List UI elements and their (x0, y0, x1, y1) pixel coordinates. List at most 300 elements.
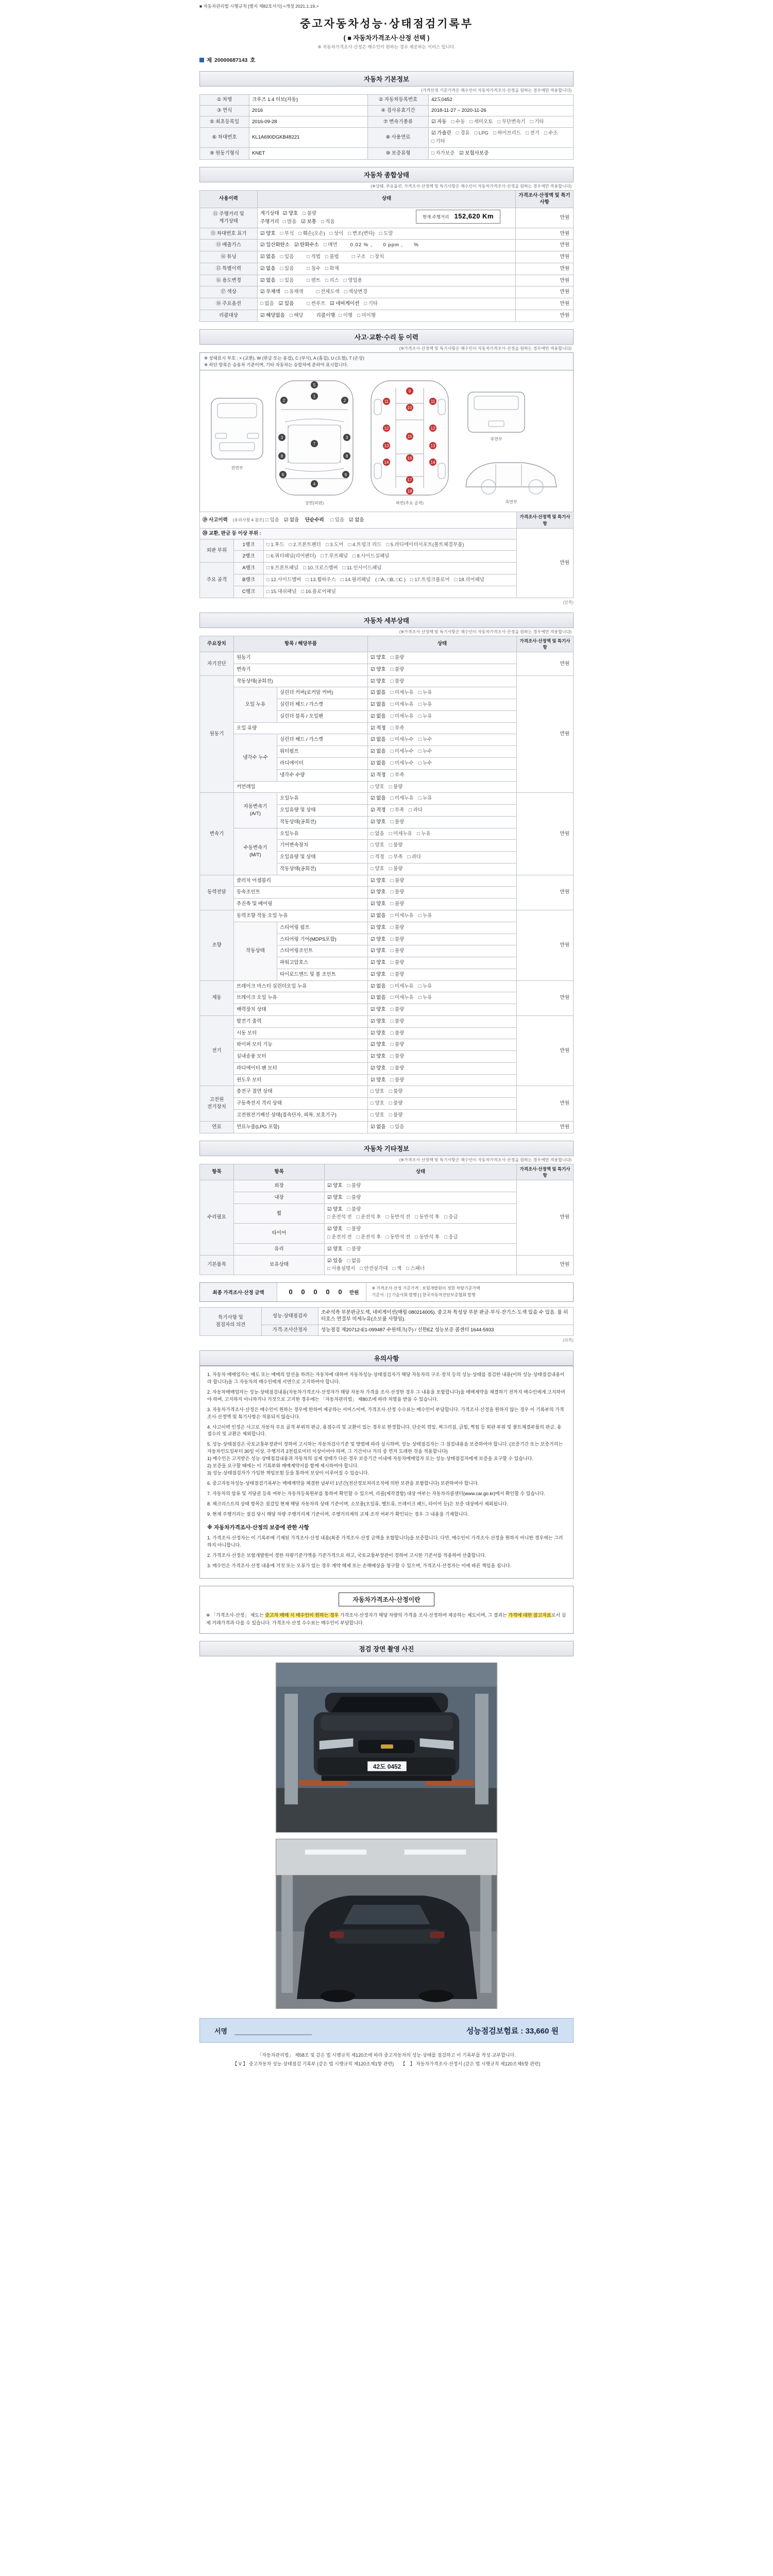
row-state (258, 310, 516, 322)
checkbox-option[interactable]: ☑ 없음 (371, 912, 386, 919)
checkbox-option[interactable]: □ 안전삼각대 (360, 1266, 388, 1272)
mileage-label: 현재 주행거리 (422, 214, 449, 220)
item-state (368, 899, 517, 910)
checkbox-option[interactable]: ☑ 양호 (327, 1183, 343, 1189)
checkbox-option[interactable]: ☑ 양호 (371, 948, 386, 954)
device-label: 연료 (200, 1121, 234, 1133)
checkbox-option[interactable]: □ 있음 (280, 277, 294, 283)
checkbox-option[interactable]: □ 동반석 후 (415, 1234, 440, 1240)
checkbox-option[interactable]: □ 불량 (390, 1042, 405, 1048)
price-cell: 만원 (517, 675, 574, 793)
checkbox-option[interactable]: □ 불량 (390, 960, 405, 966)
checkbox-option[interactable]: □ 불량 (390, 889, 405, 895)
checkbox-option[interactable]: □ 하이브리드 (493, 130, 522, 137)
checkbox-option[interactable]: □ 불량 (390, 678, 405, 684)
checkbox-option[interactable]: □ 불량 (390, 1030, 405, 1036)
checkbox-option[interactable]: □ 누수 (418, 737, 432, 743)
vehicle-damage-diagram (206, 376, 567, 511)
checkbox-option[interactable]: □ 불량 (390, 1077, 405, 1083)
checkbox-option[interactable]: □ 양호 (371, 866, 384, 872)
checkbox-option[interactable]: □ 유채색 (284, 289, 304, 295)
item-label: 외장 (234, 1180, 325, 1192)
checkbox-option[interactable]: □ 불량 (390, 948, 405, 954)
item-label: 스티어링조인트 (277, 945, 368, 957)
field-label: ① 차명 (200, 95, 249, 106)
opinion-label: 특기사항 및 점검자의 의견 (200, 1307, 262, 1335)
checkbox-option[interactable]: ☑ 양호 (371, 1077, 386, 1083)
item-state (368, 1004, 517, 1016)
item-label: 오일누유 (277, 793, 368, 805)
checkbox-option[interactable]: □ 6.쿼터패널(리어펜더) (266, 553, 316, 560)
svg-text:13: 13 (430, 444, 435, 449)
checkbox-option[interactable]: □ 적정 (371, 854, 384, 860)
checkbox-option[interactable]: □ 불량 (389, 842, 403, 849)
checkbox-option[interactable]: □ 불량 (390, 1065, 405, 1071)
checkbox-option[interactable]: □ 전체도색 (316, 289, 340, 295)
checkbox-option[interactable]: ☑ 자동 (431, 118, 447, 125)
checkbox-option[interactable]: ☑ 있음 (327, 1258, 343, 1264)
checkbox-option[interactable]: □ 누수 (418, 760, 432, 767)
price-cell: 만원 (516, 251, 574, 263)
checkbox-option[interactable]: ☑ 양호 (371, 1018, 386, 1024)
item-label: 타이어 (234, 1224, 325, 1244)
notice-item: 6. 중고자동차성능·상태점검기록부는 매매계약을 체결한 날부터 1년간(전산정보처리조직에 의한 보관을 포함합니다) 보관하여야 합니다. (207, 1481, 479, 1486)
checkbox-option[interactable]: □ 11.인사이드패널 (342, 565, 382, 571)
checkbox-option[interactable]: □ 적음 (321, 218, 335, 225)
page-mark-back: (뒤쪽) (563, 1337, 574, 1343)
checkbox-option[interactable]: □ 누수 (418, 749, 432, 755)
checkbox-option[interactable]: ☑ 양호 (327, 1194, 343, 1200)
checkbox-option[interactable]: ☑ 양호 (371, 678, 386, 684)
overall-row (200, 286, 574, 298)
price-cell: 만원 (517, 528, 574, 598)
checkbox-option[interactable]: □ 양호 (371, 784, 384, 790)
checkbox-option[interactable]: □ 스패너 (406, 1266, 425, 1272)
checkbox-option[interactable]: □ 동반석 전 (385, 1234, 411, 1240)
checkbox-option[interactable]: ☑ 양호 (371, 971, 386, 977)
checkbox-option[interactable]: □ 구조 (351, 254, 366, 260)
checkbox-option[interactable]: □ 불량 (389, 866, 403, 872)
checkbox-option[interactable]: □ 불량 (390, 971, 405, 977)
checkbox-option[interactable]: □ 있음 (330, 517, 345, 523)
item-state (368, 781, 517, 793)
checkbox-option[interactable]: □ 리스 (325, 277, 339, 283)
checkbox-option[interactable]: □ 동반석 후 (415, 1214, 440, 1221)
checkbox-option[interactable]: □ 불량 (303, 211, 316, 217)
checkbox-option[interactable]: ☑ 양호 (371, 1065, 386, 1071)
checkbox-option[interactable]: □ 운전석 후 (356, 1214, 381, 1221)
checkbox-option[interactable]: □ 응급 (444, 1214, 458, 1221)
checkbox-option[interactable]: □ 부족 (389, 854, 403, 860)
checkbox-option[interactable]: □ 응급 (444, 1234, 458, 1240)
rank-items (264, 539, 517, 551)
checkbox-option[interactable]: □ 부족 (390, 772, 405, 778)
checkbox-option[interactable]: □ 기타 (530, 118, 544, 125)
svg-text:9: 9 (408, 389, 411, 394)
checkbox-option[interactable]: ☑ 양호 (371, 901, 386, 907)
checkbox-option[interactable]: □ 불량 (390, 901, 405, 907)
item-label: 실린더 커버(로커암 커버) (277, 687, 368, 699)
signature-field[interactable] (234, 2026, 312, 2035)
checkbox-option[interactable]: □ 누유 (418, 983, 432, 989)
notice-item: 1. 자동차 매매업자는 매도 또는 매매의 알선을 하려는 자동차에 대하여 자동차성능·상태점검자가 해당 자동차의 구조·장치 등의 성능·상태를 점검한 내용(이하 성능·상태점검내용이라 합니다)을 그 자동차의 매수인에게 서면으로 고지하여야 합니다. (207, 1371, 565, 1384)
checkbox-option[interactable]: ☑ 없음 (349, 517, 364, 523)
checkbox-option[interactable]: □ 미세누유 (390, 912, 414, 919)
checkbox-option[interactable]: □ 무단변속기 (497, 118, 526, 125)
item-state (368, 687, 517, 699)
checkbox-option[interactable]: □ 누유 (418, 702, 432, 708)
checkbox-option[interactable]: □ 경유 (456, 130, 470, 137)
checkbox-option[interactable]: □ 양호 (371, 1112, 384, 1118)
item-state (368, 769, 517, 781)
checkbox-option[interactable]: ☑ 양호 (371, 889, 386, 895)
checkbox-option[interactable]: □ 불량 (347, 1194, 361, 1200)
checkbox-option[interactable]: □ 기타 (364, 301, 378, 307)
rank-items (264, 586, 517, 598)
checkbox-option[interactable]: □ 수소 (544, 130, 558, 137)
etc-row (200, 1180, 574, 1192)
item-label: 고전원전기배선 상태(접속단자, 피복, 보호기구) (234, 1109, 368, 1121)
checkbox-option[interactable]: □ 16.플로어패널 (301, 588, 336, 595)
checkbox-option[interactable]: □ 14.필러패널 (340, 577, 371, 583)
checkbox-option[interactable]: □ 기타 (431, 139, 445, 145)
checkbox-option[interactable]: ☑ 양호 (371, 666, 386, 672)
checkbox-option[interactable]: □ 있음 (280, 265, 294, 272)
checkbox-option[interactable]: □ 부족 (390, 725, 405, 731)
checkbox-option[interactable]: ☑ 양호 (371, 924, 386, 930)
checkbox-option[interactable]: ☑ 없음 (283, 517, 299, 523)
checkbox-option[interactable]: ☑ 없음 (260, 254, 276, 260)
checkbox-option[interactable]: □ 과다 (407, 854, 422, 860)
checkbox-option[interactable]: □ 불량 (390, 1007, 405, 1013)
checkbox-option[interactable]: ☑ 일산화탄소 (260, 242, 290, 248)
checkbox-option[interactable]: □ 영업용 (343, 277, 362, 283)
checkbox-option[interactable]: ☑ 없음 (371, 760, 386, 767)
item-label: 등속조인트 (234, 887, 368, 899)
checkbox-option[interactable]: ☑ 없음 (371, 983, 386, 989)
section-accident-title: 사고·교환·수리 등 이력 (199, 329, 574, 345)
checkbox-option[interactable]: □ 매연 (323, 242, 338, 248)
checkbox-option[interactable]: □ 도말 (379, 230, 393, 236)
checkbox-option[interactable]: □ 불량 (347, 1226, 361, 1232)
checkbox-option[interactable]: □ 사용설명서 (327, 1266, 356, 1272)
checkbox-option[interactable]: □ 있음 (390, 1124, 405, 1130)
checkbox-option[interactable]: □ 있음 (280, 254, 294, 260)
device-label: 변속기 (200, 793, 234, 875)
checkbox-option[interactable]: □ 불량 (390, 819, 405, 825)
table-header-row: 항목 항목 상태 가격조사·산정액 및 특기사항 (200, 1164, 574, 1180)
checkbox-option[interactable]: □ 3.도어 (325, 541, 344, 548)
item-state (368, 746, 517, 758)
checkbox-option[interactable]: □ 13.휠하우스 (306, 577, 336, 583)
item-state (368, 875, 517, 887)
item-state (368, 945, 517, 957)
item-label: 브레이크 오일 누유 (234, 992, 368, 1004)
checkbox-option[interactable]: ☑ 없음 (371, 702, 386, 708)
checkbox-option[interactable]: □ 불량 (347, 1183, 361, 1189)
table-header-row: 주요장치 항목 / 해당부품 상태 가격조사·산정액 및 특기사항 (200, 636, 574, 652)
detail-state-table (199, 636, 574, 1133)
checkbox-option[interactable]: ☑ 양호 (327, 1206, 343, 1212)
checkbox-option[interactable]: ☑ 적정 (371, 725, 386, 731)
checkbox-option[interactable]: □ 누유 (418, 713, 432, 719)
opinion-text-2: 성능점검 제20712-E1-099487 수원테크(주) / 신한EZ 성능보증 콜센터 1644-5933 (318, 1325, 574, 1336)
checkbox-option[interactable]: □ 운전석 후 (356, 1234, 381, 1240)
field-label: ③ 연식 (200, 105, 249, 116)
current-mileage-box (416, 210, 500, 224)
checkbox-option[interactable]: □ 불량 (389, 784, 403, 790)
checkbox-option[interactable]: □ 미세누유 (389, 831, 412, 837)
checkbox-option[interactable]: □ 불량 (390, 1018, 405, 1024)
checkbox-option[interactable]: □ 2.프론트펜더 (289, 541, 321, 548)
checkbox-option[interactable]: □ 색상변경 (344, 289, 367, 295)
definition-segment: ※ 「가격조사·산정」 제도는 (206, 1612, 265, 1618)
checkbox-option[interactable]: ☑ 없음 (260, 277, 276, 283)
checkbox-option[interactable]: □ 잭 (392, 1266, 402, 1272)
checkbox-option[interactable]: □ 불량 (390, 666, 405, 672)
rank-items (264, 563, 517, 574)
fee-label: 성능점검보험료 : (466, 2026, 524, 2036)
checkbox-option[interactable]: □ 누유 (416, 831, 431, 837)
checkbox-option[interactable]: □ 불량 (390, 655, 405, 661)
checkbox-option[interactable]: ☑ 없음 (371, 713, 386, 719)
section-accident-note: (※가격조사·산정액 및 특기사항은 매수인이 자동차가격조사·산정을 원하는 경우에만 적용합니다) (199, 345, 574, 352)
measurement-values: 0.02 % , 0 ppm , % (350, 242, 419, 248)
checkbox-option[interactable]: □ 이행 (339, 313, 353, 319)
row-state (258, 298, 516, 310)
checkbox-option[interactable]: ☑ 양호 (371, 655, 386, 661)
checkbox-option[interactable]: ☑ 없음 (371, 690, 386, 696)
checkbox-option[interactable]: □ 누유 (418, 795, 432, 802)
checkbox-option[interactable]: ☑ 양호 (282, 211, 298, 217)
checkbox-option[interactable]: ☑ 양호 (371, 877, 386, 884)
checkbox-option[interactable]: ☑ 없음 (260, 265, 276, 272)
checkbox-option[interactable]: □ 12.사이드멤버 (266, 577, 301, 583)
svg-text:3: 3 (345, 435, 348, 440)
item-label: 충전구 절연 상태 (234, 1086, 368, 1098)
checkbox-option[interactable]: □ 부식 (280, 230, 294, 236)
checkbox-option[interactable]: ☑ 양호 (327, 1246, 343, 1252)
checkbox-option[interactable]: □ 불량 (390, 877, 405, 884)
checkbox-option[interactable]: □ 불량 (347, 1246, 361, 1252)
checkbox-option[interactable]: □ 없음 (260, 301, 274, 307)
price-digit: 0 (313, 1288, 317, 1296)
checkbox-option[interactable]: □ 15.대쉬패널 (266, 588, 297, 595)
license-plate: 42도 0452 (373, 1763, 401, 1771)
item-state (368, 863, 517, 875)
checkbox-option[interactable]: □ 5.라디에이터서포트(볼트체결부품) (386, 541, 464, 548)
device-label: 기본품목 (200, 1255, 234, 1275)
checkbox-option[interactable]: □ 운전석 전 (327, 1234, 352, 1240)
checkbox-option[interactable]: □ 누유 (418, 995, 432, 1001)
table-row (200, 128, 574, 148)
svg-text:5: 5 (313, 383, 316, 388)
checkbox-option[interactable]: □ 누유 (418, 690, 432, 696)
subgroup-label: 자동변속기 (A/T) (234, 793, 277, 828)
definition-segment: 중고차 매매 시 매수인이 원하는 경우 (265, 1612, 339, 1618)
checkbox-option[interactable]: ☑ 보험사보증 (459, 150, 489, 156)
checkbox-option[interactable]: □ 4.트렁크 리드 (348, 541, 382, 548)
signature-label: 서명 (214, 2027, 228, 2035)
checkbox-option[interactable]: □ 누유 (418, 912, 432, 919)
checkbox-option[interactable]: □ 적법 (307, 254, 321, 260)
checkbox-option[interactable]: □ 미이행 (357, 313, 376, 319)
checkbox-option[interactable]: □ 썬루프 (307, 301, 326, 307)
document-number (199, 56, 574, 64)
checkbox-option[interactable]: ☑ 적정 (371, 772, 386, 778)
checkbox-option[interactable]: ☑ 양호 (371, 819, 386, 825)
checkbox-option[interactable]: □ 불량 (390, 1054, 405, 1060)
notice-item: 4. 사고이력 인정은 사고로 자동차 주요 골격 부위의 판금, 용접수리 및 교환이 있는 경우로 한정합니다. 단순히 꺾임, 찌그러짐, 긁힘, 찍힘 등 외판 부위 및 볼트체결부품의 판금, 용접수리 및 교환은 제외합니다. (207, 1424, 562, 1437)
checkbox-option[interactable]: □ 미세누유 (390, 795, 414, 802)
checkbox-option[interactable]: □ 없음 (347, 1258, 361, 1264)
checkbox-option[interactable]: □ 해당 (289, 313, 304, 319)
row-label: ⑪ 주행거리 및 계기상태 (200, 208, 258, 228)
part-group-label: 외판 부위 (200, 539, 234, 563)
exchange-label: ⑳ 교환, 판금 등 이상 부위 : (200, 528, 517, 539)
checkbox-option[interactable]: □ 없음 (371, 831, 384, 837)
checkbox-option[interactable]: ☑ 무채색 (260, 289, 280, 295)
checkbox-option[interactable]: □ 1.후드 (266, 541, 284, 548)
checkbox-option[interactable]: □ LPG (474, 130, 489, 137)
checkbox-option[interactable]: □ 미세누수 (390, 760, 414, 767)
price-digit: 0 (289, 1288, 293, 1296)
item-state (368, 1098, 517, 1110)
item-label: 동력조향 작동 오일 누유 (234, 910, 368, 922)
checkbox-option[interactable]: □ 운전석 전 (327, 1214, 352, 1221)
checkbox-option[interactable]: □ 18.리어패널 (454, 577, 484, 583)
checkbox-option[interactable]: ☑ 양호 (371, 1042, 386, 1048)
checkbox-option[interactable]: □ 화재 (325, 265, 339, 272)
document-icon (199, 58, 204, 62)
notice-item: 2. 자동차매매업자는 성능·상태점검내용(자동차가격조사·산정자가 해당 자동차 가격을 조사·산정한 경우 그 내용을 포함합니다)을 매매계약을 체결하기 전까지 매수인에게 고지하여야 하며, 고지하지 아니하거나 거짓으로 고지한 경우에는 「자동차관리법」 제80조에 따라 처벌을 받을 수 있습니다. (207, 1389, 565, 1402)
checkbox-option[interactable]: ☑ 양호 (260, 230, 276, 236)
checkbox-option[interactable]: ☑ 없음 (371, 795, 386, 802)
first-registration-date: 2016-09-28 (249, 116, 368, 128)
checkbox-option[interactable]: ☑ 양호 (371, 1007, 386, 1013)
checkbox-option[interactable]: ☑ 있음 (278, 301, 294, 307)
overall-row (200, 228, 574, 240)
checkbox-option[interactable]: □ 미세누수 (390, 749, 414, 755)
checkbox-option[interactable]: □ 동반석 전 (385, 1214, 411, 1221)
checkbox-option[interactable]: □ 불량 (389, 1089, 403, 1095)
checkbox-option[interactable]: □ 불량 (389, 1112, 403, 1118)
checkbox-option[interactable]: ☑ 없음 (371, 1124, 386, 1130)
checkbox-option[interactable]: □ 미세누수 (390, 737, 414, 743)
checkbox-option[interactable]: □ 7.루프패널 (321, 553, 348, 560)
item-state (368, 1086, 517, 1098)
svg-text:12: 12 (384, 426, 389, 431)
row-state (258, 263, 516, 275)
checkbox-option[interactable]: □ 전기 (526, 130, 540, 137)
rear-view (468, 392, 525, 442)
checkbox-option[interactable]: □ 양호 (371, 1100, 384, 1107)
notice-item: 7. 자동차의 압류 및 저당권 등록 여부는 자동차등록원부를 통하여 확인할 수 있으며, 리콜(제작결함) 대상 여부는 자동차리콜센터(www.car.go.kr)에서 확인할 수 있습니다. (207, 1491, 545, 1497)
price-cell: 만원 (517, 793, 574, 875)
checkbox-option[interactable]: □ 10.크로스멤버 (303, 565, 338, 571)
checkbox-option[interactable]: □ 양호 (371, 1089, 384, 1095)
checkbox-option[interactable]: □ 17.트렁크플로어 (410, 577, 450, 583)
checkbox-option[interactable]: □ 세미오토 (469, 118, 493, 125)
item-state (368, 1027, 517, 1039)
checkbox-option[interactable]: □ 과다 (409, 807, 423, 814)
item-label: 파워고압호스 (277, 957, 368, 969)
checkbox-option[interactable]: □ 변조(변타) (348, 230, 375, 236)
checkbox-option[interactable]: ☑ 없음 (371, 737, 386, 743)
item-label: 작동상태(공회전) (277, 816, 368, 828)
checkbox-option[interactable]: ☑ 네비게이션 (330, 301, 360, 307)
checkbox-option[interactable]: ☑ 양호 (371, 1054, 386, 1060)
guarantee-item: 3. 매수인은 가격조사·산정 내용에 거짓 또는 오류가 있는 경우 계약 해제 또는 손해배상을 청구할 수 있으며, 가격조사·산정자는 이에 따른 책임을 집니다. (207, 1563, 512, 1568)
checkbox-option[interactable]: □ 불량 (390, 924, 405, 930)
checkbox-option[interactable]: □ 장치 (370, 254, 384, 260)
checkbox-option[interactable]: □ 침수 (307, 265, 321, 272)
overall-row (200, 310, 574, 322)
checkbox-option[interactable]: □ 렌트 (307, 277, 321, 283)
checkbox-option[interactable]: □ 많음 (282, 218, 297, 225)
checkbox-option[interactable]: □ 있음 (265, 517, 279, 523)
checkbox-option[interactable]: □ 불량 (389, 1100, 403, 1107)
checkbox-option[interactable]: □ 부족 (390, 807, 405, 814)
checkbox-option[interactable]: □ 미세누유 (390, 713, 414, 719)
checkbox-option[interactable]: □ 상이 (329, 230, 344, 236)
svg-text:14: 14 (430, 460, 435, 465)
checkbox-option[interactable]: □ 불량 (390, 936, 405, 942)
item-label: 실린더 블록 / 오일팬 (277, 710, 368, 722)
checkbox-option[interactable]: ☑ 양호 (327, 1226, 343, 1232)
checkbox-option[interactable]: □ 미세누유 (390, 702, 414, 708)
row-label: ⑬ 배출가스 (200, 240, 258, 251)
checkbox-option[interactable]: □ 미세누유 (390, 995, 414, 1001)
checkbox-option[interactable]: □ 훼손(오손) (298, 230, 325, 236)
checkbox-option[interactable]: □ 불법 (325, 254, 339, 260)
guarantee-title: ※ 자동차가격조사·산정의 보증에 관한 사항 (207, 1524, 309, 1531)
item-label: 연료누출(LPG 포함) (234, 1121, 368, 1133)
checkbox-option[interactable]: ☑ 없음 (371, 749, 386, 755)
price-cell: 만원 (517, 1255, 574, 1275)
checkbox-option[interactable]: ☑ 양호 (371, 960, 386, 966)
checkbox-option[interactable]: □ 자가보증 (431, 150, 455, 156)
checkbox-option[interactable]: □ 양호 (371, 842, 384, 849)
checkbox-option[interactable]: ☑ 양호 (371, 936, 386, 942)
table-header-row: 사용이력 상태 가격조사·산정액 및 특기사항 (200, 190, 574, 208)
final-price-box (199, 1282, 574, 1302)
part-group-label: 주요 골격 (200, 563, 234, 598)
checkbox-option[interactable]: □ 미세누유 (390, 983, 414, 989)
svg-text:17: 17 (407, 478, 412, 483)
checkbox-option[interactable]: □ 미세누유 (390, 690, 414, 696)
item-state (368, 1051, 517, 1063)
checkbox-option[interactable]: □ 불량 (347, 1206, 361, 1212)
price-digit: 0 (301, 1288, 305, 1296)
fuel-checks (429, 128, 574, 148)
device-label: 조향 (200, 910, 234, 980)
checkbox-option[interactable]: ☑ 가솔린 (431, 130, 451, 137)
checkbox-option[interactable]: ☑ 해당없음 (260, 313, 285, 319)
checkbox-option[interactable]: ☑ 탄화수소 (294, 242, 319, 248)
checkbox-option[interactable]: ☑ 보통 (301, 218, 316, 225)
checkbox-option[interactable]: □ 8.사이드실패널 (352, 553, 390, 560)
item-state (368, 675, 517, 687)
svg-text:11: 11 (430, 399, 435, 404)
checkbox-option[interactable]: □ 수동 (451, 118, 465, 125)
svg-text:3: 3 (280, 435, 283, 440)
checkbox-option[interactable]: ☑ 양호 (371, 1030, 386, 1036)
checkbox-option[interactable]: ☑ 없음 (371, 995, 386, 1001)
checkbox-option[interactable]: □ 9.프론트패널 (266, 565, 299, 571)
checkbox-option[interactable]: ☑ 적정 (371, 807, 386, 814)
insurance-fee (466, 2025, 559, 2036)
